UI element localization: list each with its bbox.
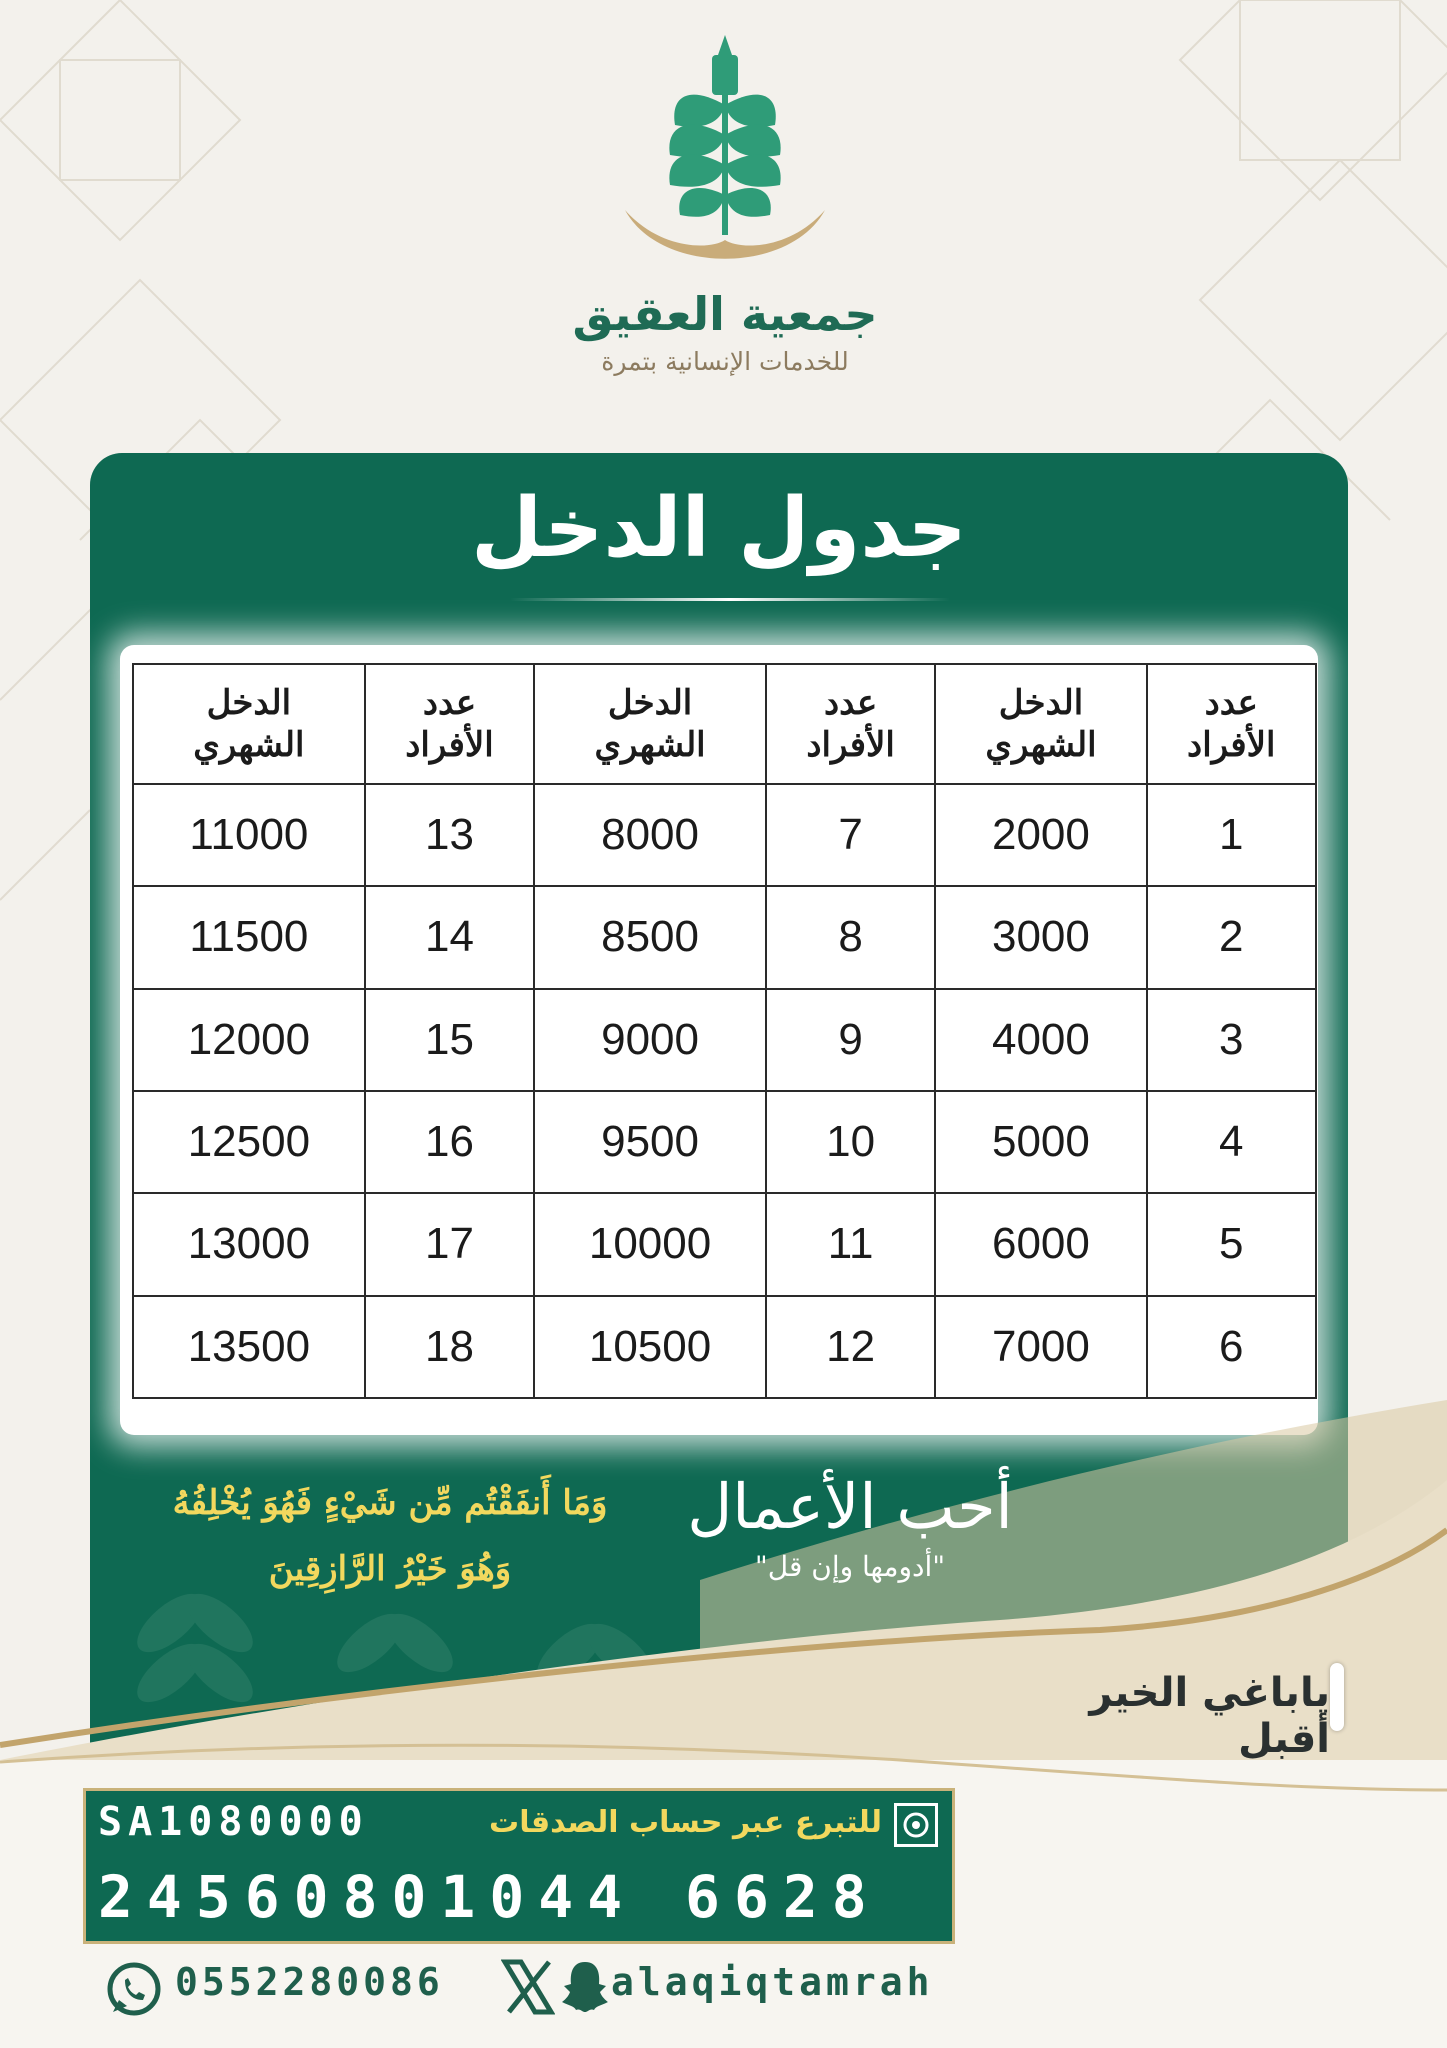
table-cell: 2000 bbox=[935, 784, 1146, 886]
table-cell: 4 bbox=[1147, 1091, 1316, 1193]
table-cell: 15 bbox=[365, 989, 534, 1091]
table-cell: 6 bbox=[1147, 1296, 1316, 1398]
table-cell: 1 bbox=[1147, 784, 1316, 886]
table-cell: 5000 bbox=[935, 1091, 1146, 1193]
table-cell: 7000 bbox=[935, 1296, 1146, 1398]
table-header-cell: الدخل الشهري bbox=[133, 664, 365, 784]
table-cell: 8 bbox=[766, 886, 935, 988]
iban-prefix: SA1080000 bbox=[98, 1799, 369, 1845]
slogan-bar bbox=[1330, 1663, 1344, 1731]
donation-box bbox=[83, 1788, 955, 1944]
table-cell: 3 bbox=[1147, 989, 1316, 1091]
table-cell: 17 bbox=[365, 1193, 534, 1295]
table-cell: 13000 bbox=[133, 1193, 365, 1295]
iban-number: 24560801044 6628 bbox=[98, 1863, 881, 1931]
contact-row bbox=[105, 1954, 955, 2024]
table-cell: 10500 bbox=[534, 1296, 766, 1398]
hadith-block bbox=[680, 1470, 1020, 1583]
table-cell: 12000 bbox=[133, 989, 365, 1091]
hadith-sub: "أدومها وإن قل" bbox=[754, 1550, 946, 1583]
x-twitter-icon[interactable] bbox=[501, 1958, 555, 2016]
verse-line-1: وَمَا أَنفَقْتُم مِّن شَيْءٍ فَهُوَ يُخْلِفُهُ bbox=[172, 1483, 608, 1523]
table-cell: 10000 bbox=[534, 1193, 766, 1295]
table-cell: 5 bbox=[1147, 1193, 1316, 1295]
table-header-cell: الدخل الشهري bbox=[935, 664, 1146, 784]
phone-number[interactable]: 0552280086 bbox=[175, 1960, 444, 2004]
whatsapp-icon[interactable] bbox=[105, 1960, 163, 2018]
organization-subtitle: للخدمات الإنسانية بتمرة bbox=[601, 347, 849, 376]
table-cell: 13500 bbox=[133, 1296, 365, 1398]
table-cell: 10 bbox=[766, 1091, 935, 1193]
table-header-cell: عدد الأفراد bbox=[1147, 664, 1316, 784]
table-cell: 14 bbox=[365, 886, 534, 988]
panel-title: جدول الدخل bbox=[471, 481, 967, 576]
table-cell: 16 bbox=[365, 1091, 534, 1193]
organization-name: جمعية العقيق bbox=[572, 287, 878, 341]
table-cell: 4000 bbox=[935, 989, 1146, 1091]
quran-verse bbox=[120, 1470, 660, 1602]
table-header-cell: عدد الأفراد bbox=[766, 664, 935, 784]
table-cell: 2 bbox=[1147, 886, 1316, 988]
table-cell: 8000 bbox=[534, 784, 766, 886]
table-cell: 9 bbox=[766, 989, 935, 1091]
slogan-text: ياباغي الخير أقبل bbox=[1089, 1670, 1330, 1762]
table-cell: 12500 bbox=[133, 1091, 365, 1193]
social-handle[interactable]: alaqiqtamrah bbox=[611, 1960, 934, 2004]
snapchat-icon[interactable] bbox=[560, 1958, 610, 2016]
table-cell: 11500 bbox=[133, 886, 365, 988]
table-cell: 11 bbox=[766, 1193, 935, 1295]
table-cell: 11000 bbox=[133, 784, 365, 886]
verse-line-2: وَهُوَ خَيْرُ الرَّازِقِينَ bbox=[268, 1549, 512, 1589]
donation-label: للتبرع عبر حساب الصدقات bbox=[489, 1805, 882, 1840]
table-cell: 6000 bbox=[935, 1193, 1146, 1295]
table-cell: 9500 bbox=[534, 1091, 766, 1193]
table-cell: 18 bbox=[365, 1296, 534, 1398]
table-cell: 3000 bbox=[935, 886, 1146, 988]
table-cell: 9000 bbox=[534, 989, 766, 1091]
iban-row bbox=[98, 1799, 938, 1855]
hadith-main: أحب الأعمال bbox=[687, 1470, 1013, 1543]
bank-icon bbox=[894, 1803, 938, 1847]
table-header-cell: عدد الأفراد bbox=[365, 664, 534, 784]
table-header-cell: الدخل الشهري bbox=[534, 664, 766, 784]
table-cell: 8500 bbox=[534, 886, 766, 988]
table-cell: 12 bbox=[766, 1296, 935, 1398]
table-cell: 13 bbox=[365, 784, 534, 886]
table-cell: 7 bbox=[766, 784, 935, 886]
